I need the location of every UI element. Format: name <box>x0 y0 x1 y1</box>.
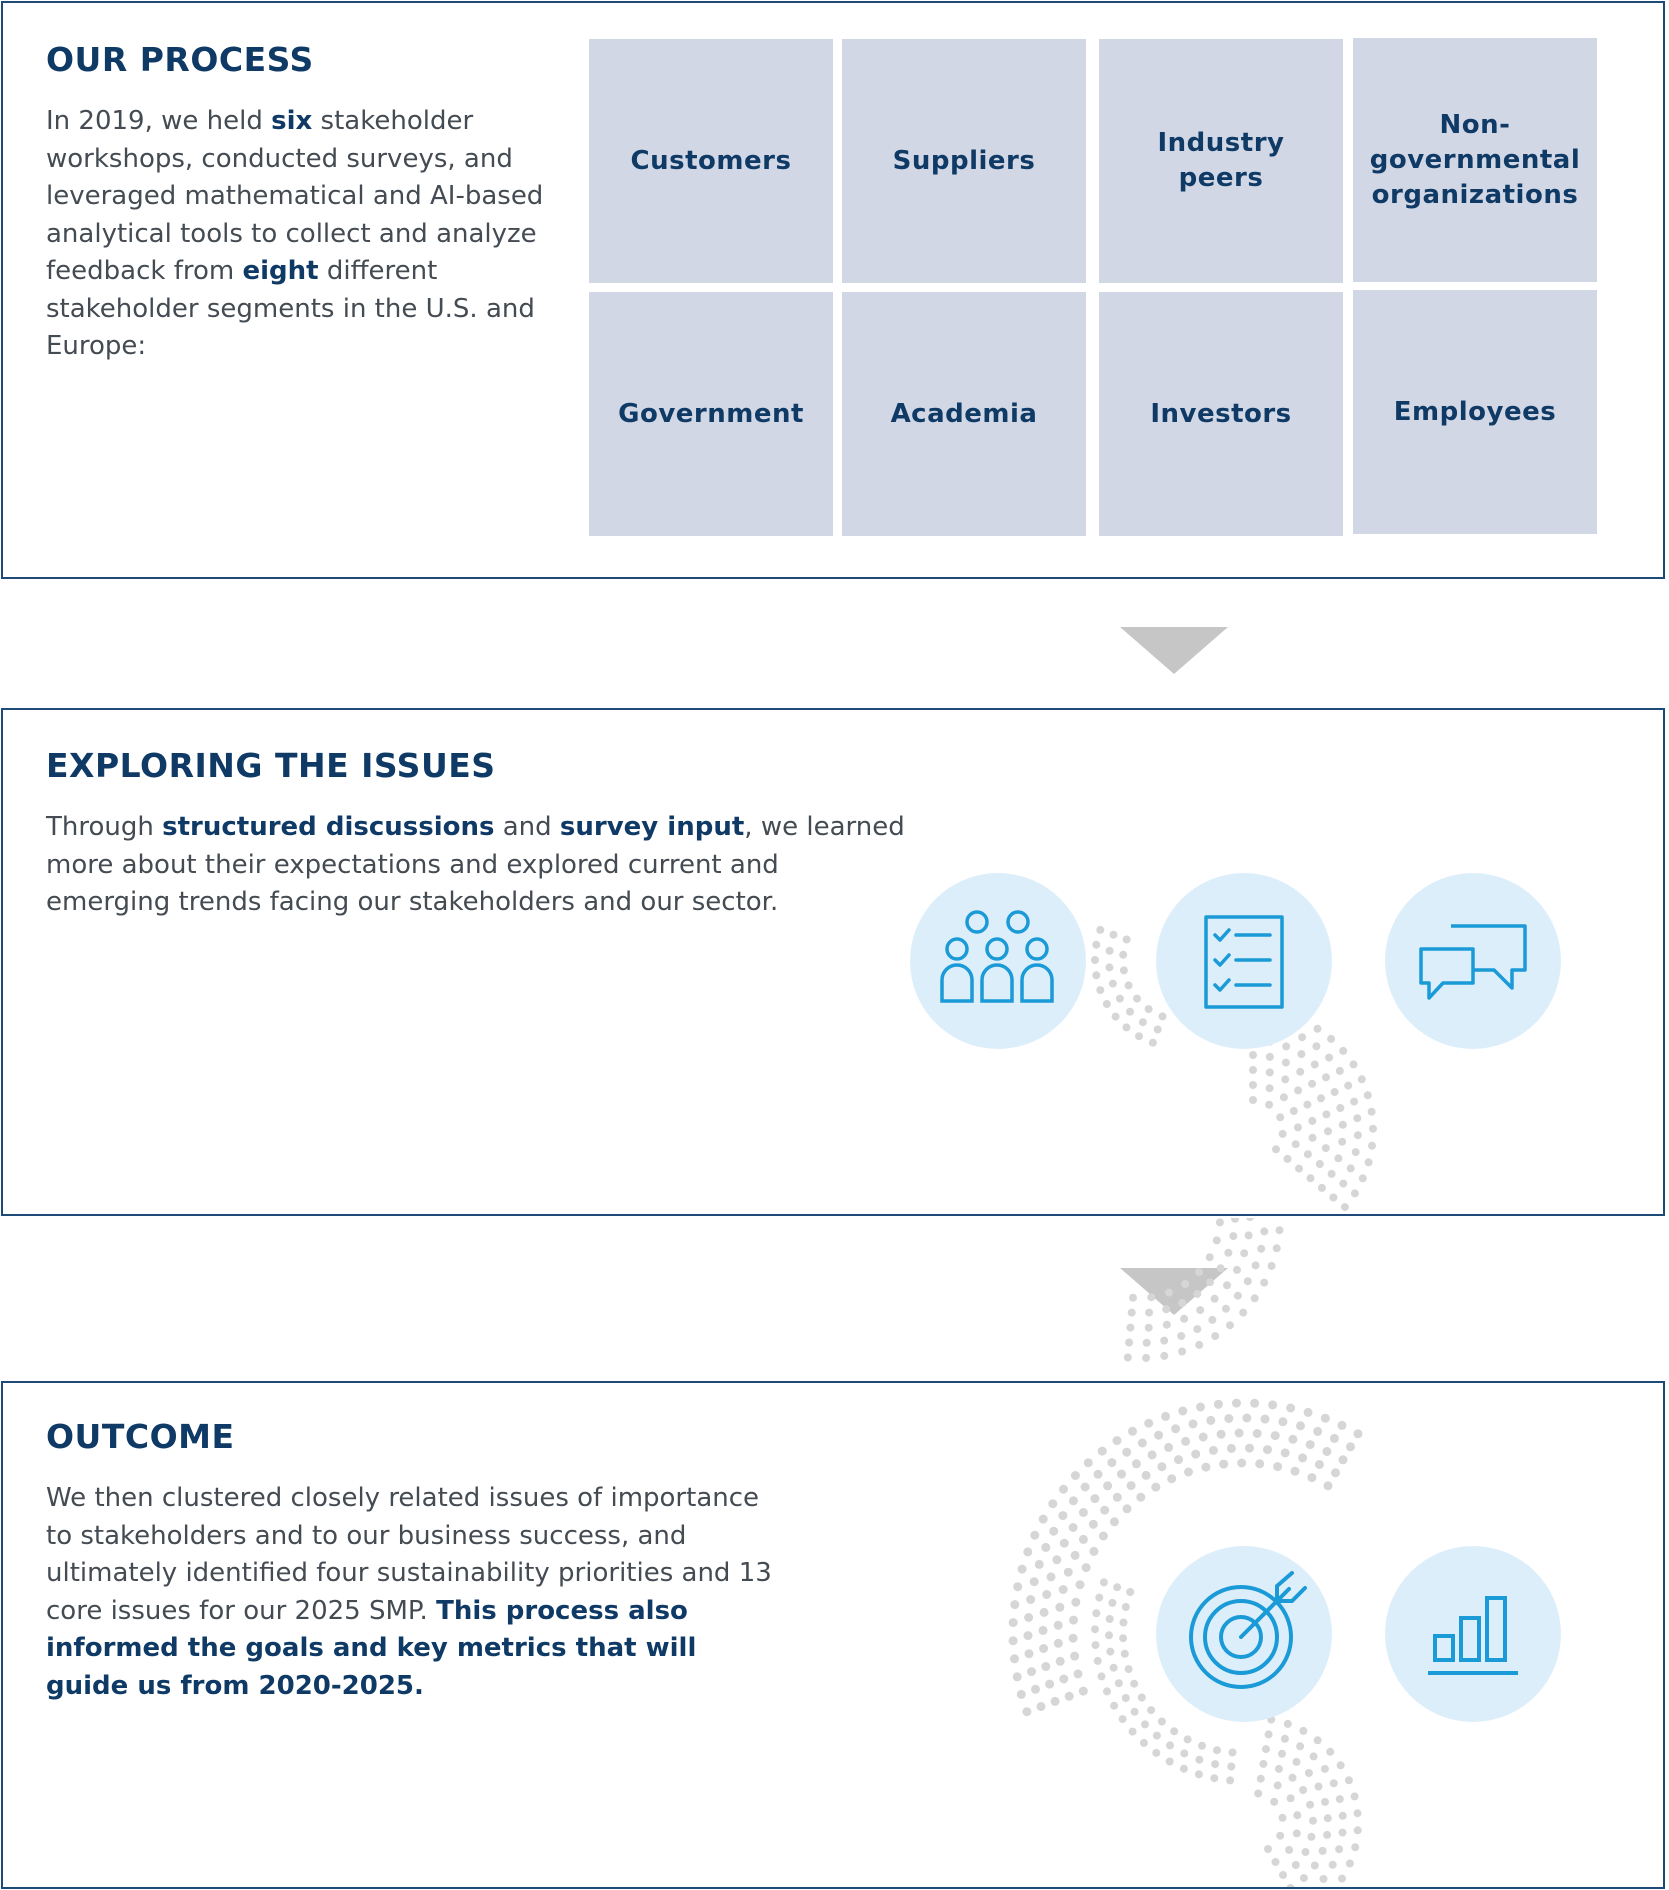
segment-academia <box>842 292 1086 536</box>
process-intro-highlight-eight: eight <box>242 256 319 286</box>
segment-suppliers <box>842 39 1086 283</box>
explore-intro-text-2: and <box>494 812 560 842</box>
segment-government <box>589 292 833 536</box>
process-intro-text-2: stakeholder workshops, conducted surveys, and leveraged mathematical and AI-based analytical tools to collect and analyze feedback from <box>46 106 544 286</box>
outcome-intro-highlight: This process also informed the goals and key metrics that will guide us from 2020-2025. <box>46 1595 697 1701</box>
process-intro-text-3: different stakeholder segments in the U.S. and Europe: <box>46 256 535 361</box>
outcome-panel <box>1 1381 1665 1889</box>
target-icon <box>1156 1546 1332 1722</box>
group-icon <box>910 873 1086 1049</box>
segment-industry-peers <box>1099 39 1343 283</box>
segment-ngos <box>1353 38 1597 282</box>
explore-panel <box>1 708 1665 1216</box>
segment-label: Customers <box>630 145 792 176</box>
explore-intro-highlight-discussions: structured discussions <box>162 812 495 842</box>
process-intro-text-1: In 2019, we held <box>46 106 272 136</box>
process-intro-highlight-six: six <box>271 106 313 136</box>
explore-title: EXPLORING THE ISSUES <box>46 746 496 785</box>
segment-label: Investors <box>1150 398 1292 429</box>
segment-investors <box>1099 292 1343 536</box>
down-arrow-icon <box>1120 627 1228 674</box>
segment-label: Government <box>618 398 804 429</box>
segment-label: Industry peers <box>1157 128 1285 193</box>
segment-label: Employees <box>1393 396 1557 427</box>
segment-label: Non- governmental organizations <box>1369 109 1581 210</box>
outcome-intro <box>46 1480 781 1705</box>
segment-employees <box>1353 290 1597 534</box>
chat-bubbles-icon <box>1385 873 1561 1049</box>
segment-label: Academia <box>890 398 1038 429</box>
explore-intro-text-1: Through <box>46 812 163 842</box>
explore-intro-highlight-survey: survey input <box>559 812 745 842</box>
checklist-icon <box>1156 873 1332 1049</box>
segment-label: Suppliers <box>892 145 1036 176</box>
process-title: OUR PROCESS <box>46 40 314 79</box>
explore-intro-text-3: , we learned more about their expectations and explored current and emerging trends facing our stakeholders and our sector. <box>46 812 905 917</box>
process-panel <box>1 1 1665 579</box>
outcome-intro-text-1: We then clustered closely related issues of importance to stakeholders and to our business success, and ultimately identified four sustainability priorities and 13 core issues for our 2025 SMP. <box>46 1483 772 1626</box>
process-intro <box>46 103 566 366</box>
explore-intro <box>46 809 906 922</box>
outcome-title: OUTCOME <box>46 1417 235 1456</box>
segment-customers <box>589 39 833 283</box>
bar-chart-icon <box>1385 1546 1561 1722</box>
dot-pattern-decoration <box>1100 1218 1400 1368</box>
